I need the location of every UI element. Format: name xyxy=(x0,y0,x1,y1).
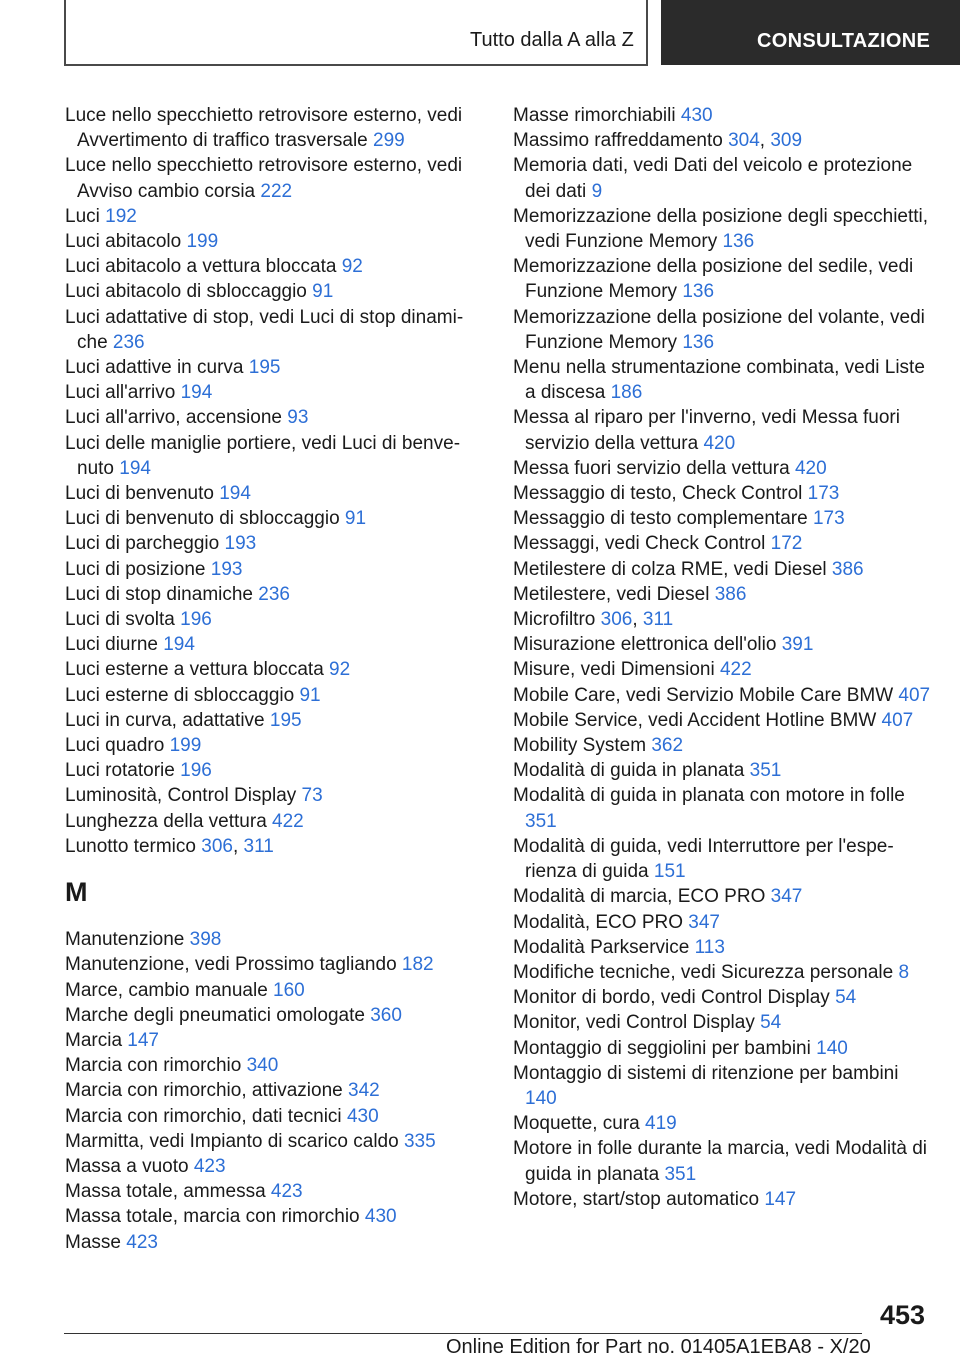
index-column-left xyxy=(65,103,465,1255)
index-entry xyxy=(65,103,465,153)
page-reference-link[interactable]: 351 xyxy=(749,760,782,782)
page-reference-link[interactable]: 195 xyxy=(248,357,281,379)
page-reference-link[interactable]: 196 xyxy=(180,609,212,631)
index-entry-text: Mobile Care, vedi Servizio Mobile Care BMW xyxy=(513,684,894,706)
page-reference-link[interactable]: 91 xyxy=(344,508,367,530)
index-entry-text: Luci delle maniglie portiere, vedi Luci di benvenuto xyxy=(65,432,461,479)
index-entry-text: Moquette, cura xyxy=(513,1113,640,1135)
index-entry-text: Luce nello specchietto retrovisore esterno, vedi Avviso cambio corsia xyxy=(65,155,463,202)
index-entry xyxy=(513,531,933,556)
index-entry xyxy=(65,481,465,506)
index-entry xyxy=(65,632,465,657)
page-reference-link[interactable]: 423 xyxy=(126,1231,158,1253)
index-entry-text: Marcia con rimorchio xyxy=(65,1055,242,1077)
page-reference-link[interactable]: 306 xyxy=(600,609,633,631)
index-entry xyxy=(65,305,465,355)
page-reference-link[interactable]: 147 xyxy=(764,1188,797,1210)
page-reference-link[interactable]: 430 xyxy=(680,105,713,126)
page-reference-link[interactable]: 195 xyxy=(269,709,302,731)
index-entry xyxy=(513,153,933,203)
page-reference-link[interactable]: 182 xyxy=(401,954,434,976)
index-entry xyxy=(65,1129,465,1154)
index-entry xyxy=(65,1078,465,1103)
index-entry-text: Luci di benvenuto xyxy=(65,483,214,505)
index-entry xyxy=(513,557,933,582)
index-entry-text: Modifiche tecniche, vedi Sicurezza personale xyxy=(513,961,894,983)
page-reference-link[interactable]: 136 xyxy=(722,231,755,253)
header-right-tick xyxy=(646,0,648,66)
index-entry xyxy=(513,355,933,405)
index-entry-text: Modalità, ECO PRO xyxy=(513,911,683,933)
index-entry xyxy=(513,985,933,1010)
page-reference-link[interactable]: 351 xyxy=(664,1163,697,1185)
index-entry-text: Messa fuori servizio della vettura xyxy=(513,457,790,479)
index-entry-text: Memorizzazione della posizione del volante, vedi Funzione Memory xyxy=(513,306,925,353)
page-reference-link[interactable]: 73 xyxy=(301,785,323,807)
page-reference-link[interactable]: 91 xyxy=(312,281,334,303)
index-entry-text: Marche degli pneumatici omologate xyxy=(65,1004,365,1026)
index-entry-text: Mobility System xyxy=(513,735,647,757)
page-reference-link[interactable]: 136 xyxy=(682,281,715,303)
index-entry-text: Massimo raffreddamento xyxy=(513,130,723,152)
page-reference-link[interactable]: 347 xyxy=(688,911,720,933)
index-entry-text: Modalità di marcia, ECO PRO xyxy=(513,886,766,908)
header-section-title: Tutto dalla A alla Z xyxy=(470,29,634,51)
page-reference-link[interactable]: 194 xyxy=(119,457,151,479)
page-reference-link[interactable]: 335 xyxy=(403,1130,436,1152)
index-entry xyxy=(65,506,465,531)
index-entry xyxy=(65,1179,465,1204)
index-entry-text: Microfiltro xyxy=(513,609,596,631)
index-entry-text: Motore in folle durante la marcia, vedi Modalità di guida in planata xyxy=(513,1138,927,1185)
page-reference-link[interactable]: 160 xyxy=(273,979,305,1001)
index-entry-text: Lunghezza della vettura xyxy=(65,810,267,832)
index-entry-text: Motore, start/stop automatico xyxy=(513,1188,760,1210)
index-entry-text: Luci di svolta xyxy=(65,609,175,631)
index-entry-text: Luci abitacolo a vettura bloccata xyxy=(65,256,337,278)
index-entry xyxy=(65,758,465,783)
index-entry-text: Luci di benvenuto di sbloccaggio xyxy=(65,508,340,530)
index-entry-text: Massa a vuoto xyxy=(65,1155,189,1177)
index-entry-text: Luci adattative di stop, vedi Luci di stop dinamiche xyxy=(65,306,464,353)
page-reference-link[interactable]: 199 xyxy=(169,735,202,757)
index-entry-text: Luci di posizione xyxy=(65,558,206,580)
index-entry-text: Modalità di guida in planata con motore in folle xyxy=(513,785,905,807)
index-entry-text: Misure, vedi Dimensioni xyxy=(513,659,715,681)
index-entry xyxy=(513,254,933,304)
index-entry xyxy=(65,927,465,952)
index-entry xyxy=(65,204,465,229)
index-entry-text: Luci rotatorie xyxy=(65,760,175,782)
page-reference-link[interactable]: 419 xyxy=(645,1113,677,1135)
page-reference-link[interactable]: 147 xyxy=(127,1029,159,1051)
page-reference-link[interactable]: 113 xyxy=(694,936,725,958)
page-reference-link[interactable]: 93 xyxy=(287,407,309,429)
page-reference-link[interactable]: 362 xyxy=(651,735,684,757)
index-entry xyxy=(513,884,933,909)
page-reference-link[interactable]: 186 xyxy=(610,382,643,404)
index-entry-text: Massa totale, marcia con rimorchio xyxy=(65,1206,360,1228)
index-entry-text: Luci di parcheggio xyxy=(65,533,220,555)
index-entry-text: Messaggio di testo complementare xyxy=(513,508,808,530)
index-entry-text: Marcia xyxy=(65,1029,123,1051)
index-entry xyxy=(65,708,465,733)
index-entry xyxy=(65,809,465,834)
index-entry xyxy=(513,1061,933,1111)
page-reference-link[interactable]: 194 xyxy=(219,483,251,505)
index-entry xyxy=(65,683,465,708)
page-reference-link[interactable]: 194 xyxy=(163,634,195,656)
index-entry-text: Masse xyxy=(65,1231,121,1253)
header-rule xyxy=(64,64,648,66)
header-chapter-tab[interactable] xyxy=(661,0,960,65)
page-reference-link[interactable]: 193 xyxy=(224,533,257,555)
page-reference-link[interactable]: 306 xyxy=(201,835,233,857)
index-entry xyxy=(513,733,933,758)
page-reference-link[interactable]: 222 xyxy=(260,180,293,202)
page-reference-link[interactable]: 54 xyxy=(760,1012,782,1034)
index-entry-text: Luci esterne a vettura bloccata xyxy=(65,659,324,681)
index-entry-text: Marmitta, vedi Impianto di scarico caldo xyxy=(65,1130,399,1152)
index-entry xyxy=(513,204,933,254)
index-entry xyxy=(65,1003,465,1028)
page-reference-link[interactable]: 173 xyxy=(812,508,845,530)
page-reference-link[interactable]: 9 xyxy=(591,180,603,202)
page-reference-link[interactable]: 140 xyxy=(525,1087,557,1109)
index-entry xyxy=(513,783,933,833)
index-entry xyxy=(65,279,465,304)
index-entry xyxy=(65,380,465,405)
index-entry-text: Memoria dati, vedi Dati del veicolo e protezione dei dati xyxy=(513,155,913,202)
index-entry xyxy=(513,910,933,935)
index-list-l xyxy=(65,103,465,859)
page-reference-link[interactable]: 422 xyxy=(272,810,304,832)
index-entry-text: Massa totale, ammessa xyxy=(65,1181,266,1203)
index-entry xyxy=(65,1154,465,1179)
page-reference-link[interactable]: 430 xyxy=(346,1105,379,1127)
index-entry xyxy=(65,1104,465,1129)
footer-rule xyxy=(64,1333,862,1334)
page-reference-link[interactable]: 342 xyxy=(348,1080,380,1102)
header-chapter-tab-label: CONSULTAZIONE xyxy=(757,30,931,52)
page-reference-link[interactable]: 407 xyxy=(881,709,914,731)
index-entry xyxy=(65,557,465,582)
index-entry xyxy=(513,305,933,355)
index-entry-text: Misurazione elettronica dell'olio xyxy=(513,634,777,656)
index-entry-text: Marcia con rimorchio, dati tecnici xyxy=(65,1105,342,1127)
index-entry xyxy=(513,758,933,783)
index-entry xyxy=(65,531,465,556)
index-entry xyxy=(65,952,465,977)
index-entry xyxy=(513,1187,933,1212)
index-entry xyxy=(65,229,465,254)
index-entry xyxy=(65,978,465,1003)
page-reference-link[interactable]: 192 xyxy=(105,205,137,227)
index-entry xyxy=(65,733,465,758)
index-entry-text: Monitor di bordo, vedi Control Display xyxy=(513,987,830,1009)
page-reference-link[interactable]: 311 xyxy=(243,835,274,857)
page-reference-link[interactable]: 136 xyxy=(682,331,715,353)
index-entry: Massimo raffreddamento 304, 309 xyxy=(513,130,803,152)
index-entry-text: Modalità Parkservice xyxy=(513,936,690,958)
index-entry xyxy=(513,708,933,733)
page-reference-link[interactable]: 151 xyxy=(653,861,686,883)
index-entry xyxy=(513,481,933,506)
page-reference-link[interactable]: 398 xyxy=(189,929,222,951)
index-entry-text: Modalità di guida in planata xyxy=(513,760,745,782)
index-entry xyxy=(65,1053,465,1078)
page-reference-link[interactable]: 199 xyxy=(186,231,219,253)
page-reference-link[interactable]: 236 xyxy=(258,583,290,605)
index-entry: Lunotto termico 306, 311 xyxy=(65,835,274,857)
index-entry-text: Memorizzazione della posizione degli specchietti, vedi Funzione Memory xyxy=(513,205,929,253)
page-reference-link[interactable]: 92 xyxy=(329,659,351,681)
index-entry xyxy=(513,834,933,884)
page-reference-link[interactable]: 386 xyxy=(831,558,864,580)
index-entry xyxy=(65,355,465,380)
page-reference-link[interactable]: 91 xyxy=(299,684,321,706)
index-entry-text: Montaggio di sistemi di ritenzione per bambini xyxy=(513,1062,899,1084)
index-entry xyxy=(65,405,465,430)
index-entry-text: Messaggi, vedi Check Control xyxy=(513,533,766,555)
page-reference-link[interactable]: 172 xyxy=(770,533,803,555)
page-reference-link[interactable]: 360 xyxy=(370,1004,402,1026)
index-entry xyxy=(513,683,933,708)
page-reference-link[interactable]: 8 xyxy=(898,961,910,983)
page-reference-link[interactable]: 340 xyxy=(246,1055,279,1077)
index-entry-text: Luci diurne xyxy=(65,634,158,656)
index-entry-text: Metilestere di colza RME, vedi Diesel xyxy=(513,558,827,580)
page-reference-link[interactable]: 347 xyxy=(770,886,803,908)
index-entry-text: Modalità di guida, vedi Interruttore per l'esperienza di guida xyxy=(513,835,894,883)
index-entry-text: Luci all'arrivo xyxy=(65,382,176,404)
page-reference-link[interactable]: 423 xyxy=(270,1181,303,1203)
index-entry-text: Luci di stop dinamiche xyxy=(65,583,253,605)
index-entry-text: Montaggio di seggiolini per bambini xyxy=(513,1037,811,1059)
index-entry-text: Monitor, vedi Control Display xyxy=(513,1012,755,1034)
page-number: 453 xyxy=(880,1300,926,1330)
index-entry-text: Marce, cambio manuale xyxy=(65,979,268,1001)
index-entry xyxy=(513,456,933,481)
page-reference-link[interactable]: 430 xyxy=(364,1206,397,1228)
index-entry xyxy=(65,431,465,481)
index-entry-text: Luci all'arrivo, accensione xyxy=(65,407,282,429)
index-entry xyxy=(65,1028,465,1053)
index-column-right xyxy=(513,103,933,1212)
page-reference-link[interactable]: 173 xyxy=(807,483,840,505)
index-entry xyxy=(513,1136,933,1186)
header-left-tick xyxy=(64,0,66,66)
index-list-m-right xyxy=(513,103,933,1212)
index-entry xyxy=(65,153,465,203)
index-entry xyxy=(513,1010,933,1035)
page-reference-link[interactable]: 193 xyxy=(210,558,243,580)
index-entry: Microfiltro 306, 311 xyxy=(513,609,674,631)
page-reference-link[interactable]: 420 xyxy=(703,432,736,454)
index-entry xyxy=(513,960,933,985)
index-entry-text: Metilestere, vedi Diesel xyxy=(513,583,710,605)
page-reference-link[interactable]: 304 xyxy=(728,130,760,152)
index-entry-text: Luce nello specchietto retrovisore esterno, vedi Avvertimento di traffico trasversale xyxy=(65,105,463,152)
index-entry xyxy=(513,657,933,682)
index-entry-text: Manutenzione xyxy=(65,929,185,951)
index-entry-text: Manutenzione, vedi Prossimo tagliando xyxy=(65,954,397,976)
page-reference-link[interactable]: 54 xyxy=(835,987,857,1009)
index-entry xyxy=(65,607,465,632)
index-entry-text: Messaggio di testo, Check Control xyxy=(513,483,803,505)
index-entry xyxy=(65,1204,465,1229)
index-entry-text: Luci xyxy=(65,205,100,227)
index-entry xyxy=(513,506,933,531)
page-reference-link[interactable]: 311 xyxy=(642,609,674,631)
index-entry-text: Luminosità, Control Display xyxy=(65,785,297,807)
page-reference-link[interactable]: 309 xyxy=(770,130,803,152)
page-reference-link[interactable]: 407 xyxy=(898,684,931,706)
page-reference-link[interactable]: 299 xyxy=(373,130,405,152)
page-reference-link[interactable]: 92 xyxy=(341,256,363,278)
index-entry xyxy=(513,632,933,657)
index-entry-text: Memorizzazione della posizione del sedile, vedi Funzione Memory xyxy=(513,256,914,303)
page-reference-link[interactable]: 422 xyxy=(719,659,752,681)
page-reference-link[interactable]: 351 xyxy=(525,810,557,832)
page-reference-link[interactable]: 196 xyxy=(180,760,212,782)
index-entry-text: Luci esterne di sbloccaggio xyxy=(65,684,295,706)
page-reference-link[interactable]: 420 xyxy=(794,457,827,479)
index-entry-text: Marcia con rimorchio, attivazione xyxy=(65,1080,343,1102)
index-entry-text: Luci in curva, adattative xyxy=(65,709,265,731)
index-entry xyxy=(513,935,933,960)
page-reference-link[interactable]: 140 xyxy=(816,1037,848,1059)
index-entry xyxy=(513,1111,933,1136)
index-list-m-left xyxy=(65,927,465,1255)
index-entry-text: Messa al riparo per l'inverno, vedi Messa fuori servizio della vettura xyxy=(513,407,900,454)
index-entry xyxy=(513,405,933,455)
page-reference-link[interactable]: 194 xyxy=(180,382,213,404)
index-entry-text: Luci quadro xyxy=(65,735,165,757)
page-reference-link[interactable]: 236 xyxy=(112,331,145,353)
index-entry-text: Lunotto termico xyxy=(65,835,196,857)
index-entry-text: Mobile Service, vedi Accident Hotline BMW xyxy=(513,709,877,731)
index-entry-text: Menu nella strumentazione combinata, vedi Liste a discesa xyxy=(513,357,925,404)
page-reference-link[interactable]: 386 xyxy=(714,583,747,605)
page-reference-link[interactable]: 423 xyxy=(193,1155,226,1177)
index-entry xyxy=(65,582,465,607)
index-entry-text: Luci abitacolo di sbloccaggio xyxy=(65,281,307,303)
index-entry-text: Luci abitacolo xyxy=(65,231,182,253)
footer-edition: Online Edition for Part no. 01405A1EBA8 - X/20 xyxy=(446,1336,871,1358)
index-entry xyxy=(513,582,933,607)
index-entry xyxy=(65,657,465,682)
index-letter-heading: M xyxy=(65,877,88,908)
index-entry xyxy=(65,254,465,279)
index-entry-text: Masse rimorchiabili xyxy=(513,105,676,126)
index-entry-text: Luci adattive in curva xyxy=(65,357,244,379)
index-entry xyxy=(513,103,933,128)
index-entry xyxy=(65,1230,465,1255)
index-entry xyxy=(513,1036,933,1061)
page-reference-link[interactable]: 391 xyxy=(781,634,814,656)
index-entry xyxy=(65,783,465,808)
